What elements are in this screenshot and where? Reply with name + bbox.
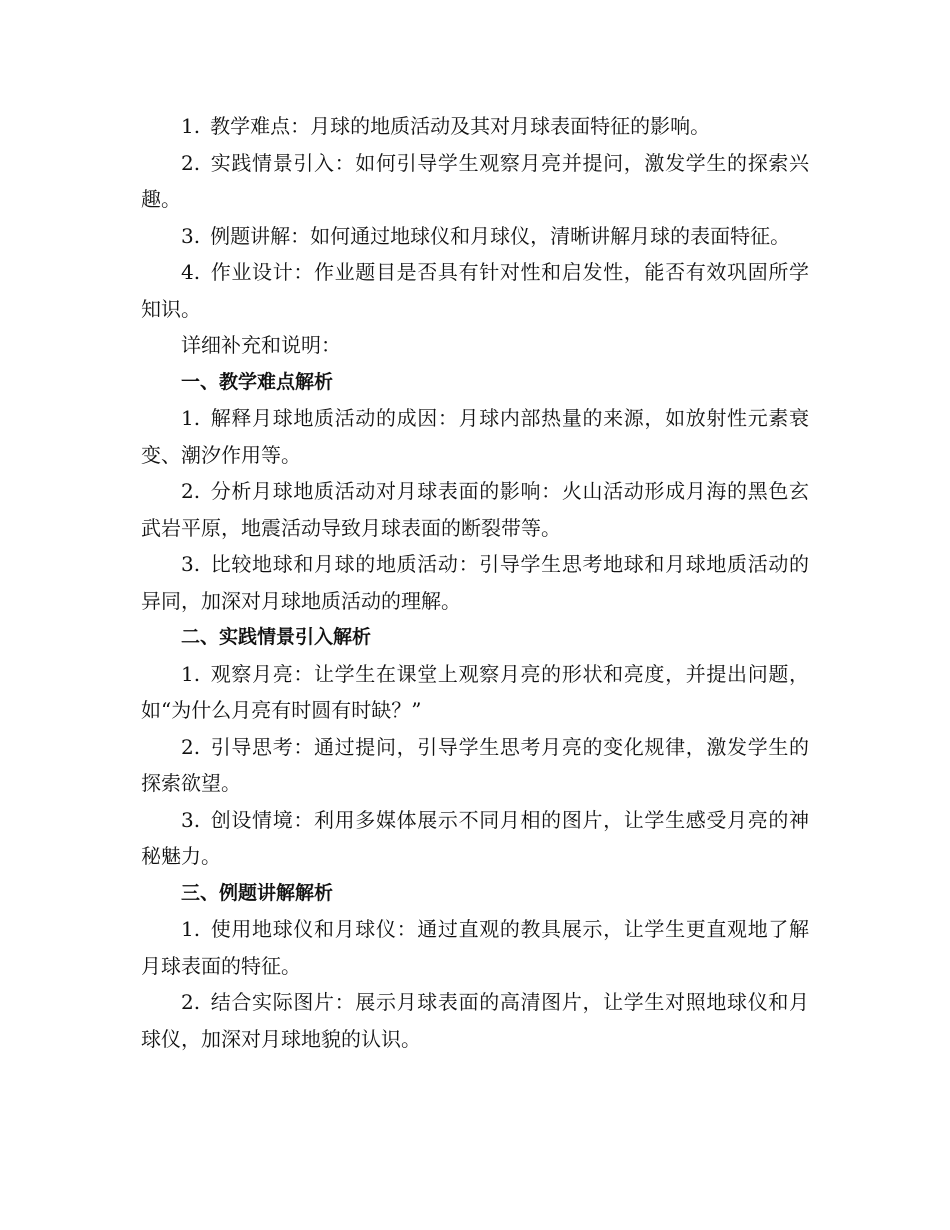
supplement-label: 详细补充和说明： xyxy=(181,333,341,357)
item-text: 比较地球和月球的地质活动：引导学生思考地球和月球地质活动的异同，加深对月球地质活动的理解。 xyxy=(141,552,809,613)
item-text: 教学难点：月球的地质活动及其对月球表面特征的影响。 xyxy=(210,114,711,138)
item-number: 1. xyxy=(181,917,201,941)
item-number: 2. xyxy=(181,990,201,1014)
item-text: 引导思考：通过提问，引导学生思考月亮的变化规律，激发学生的探索欲望。 xyxy=(141,734,809,795)
intro-item xyxy=(141,254,809,327)
item-number: 3. xyxy=(181,807,201,832)
document-page xyxy=(141,108,809,1057)
item-text: 实践情景引入：如何引导学生观察月亮并提问，激发学生的探索兴趣。 xyxy=(141,150,809,211)
section-item xyxy=(141,984,809,1057)
item-number: 2. xyxy=(181,734,201,759)
section-item xyxy=(141,546,809,619)
item-number: 4. xyxy=(181,260,201,284)
section-item xyxy=(141,656,809,729)
section-heading: 一、教学难点解析 xyxy=(181,370,334,393)
section-item xyxy=(141,802,809,875)
intro-item xyxy=(141,145,809,218)
intro-item xyxy=(141,108,809,145)
item-text: 结合实际图片：展示月球表面的高清图片，让学生对照地球仪和月球仪，加深对月球地貌的认识。 xyxy=(141,990,809,1051)
section-item xyxy=(141,729,809,802)
section-item xyxy=(141,473,809,546)
item-text: 使用地球仪和月球仪：通过直观的教具展示，让学生更直观地了解月球表面的特征。 xyxy=(141,917,809,978)
intro-item xyxy=(141,218,809,255)
item-text: 观察月亮：让学生在课堂上观察月亮的形状和亮度，并提出问题，如“为什么月亮有时圆有时缺？” xyxy=(141,661,809,722)
item-number: 2. xyxy=(181,479,201,503)
section-item xyxy=(141,400,809,473)
section-item xyxy=(141,911,809,984)
item-number: 1. xyxy=(181,406,201,430)
item-number: 3. xyxy=(181,552,201,576)
item-text: 解释月球地质活动的成因：月球内部热量的来源，如放射性元素衰变、潮汐作用等。 xyxy=(141,406,809,467)
item-text: 分析月球地质活动对月球表面的影响：火山活动形成月海的黑色玄武岩平原，地震活动导致月球表面的断裂带等。 xyxy=(141,479,809,540)
section-heading: 三、例题讲解解析 xyxy=(181,881,334,904)
section-heading: 二、实践情景引入解析 xyxy=(181,626,372,648)
item-number: 2. xyxy=(181,150,201,175)
item-text: 例题讲解：如何通过地球仪和月球仪，清晰讲解月球的表面特征。 xyxy=(210,223,791,248)
item-number: 3. xyxy=(181,223,201,248)
item-text: 作业设计：作业题目是否具有针对性和启发性，能否有效巩固所学知识。 xyxy=(141,260,809,321)
item-number: 1. xyxy=(181,114,201,138)
item-number: 1. xyxy=(181,661,201,686)
item-text: 创设情境：利用多媒体展示不同月相的图片，让学生感受月亮的神秘魅力。 xyxy=(141,807,809,868)
